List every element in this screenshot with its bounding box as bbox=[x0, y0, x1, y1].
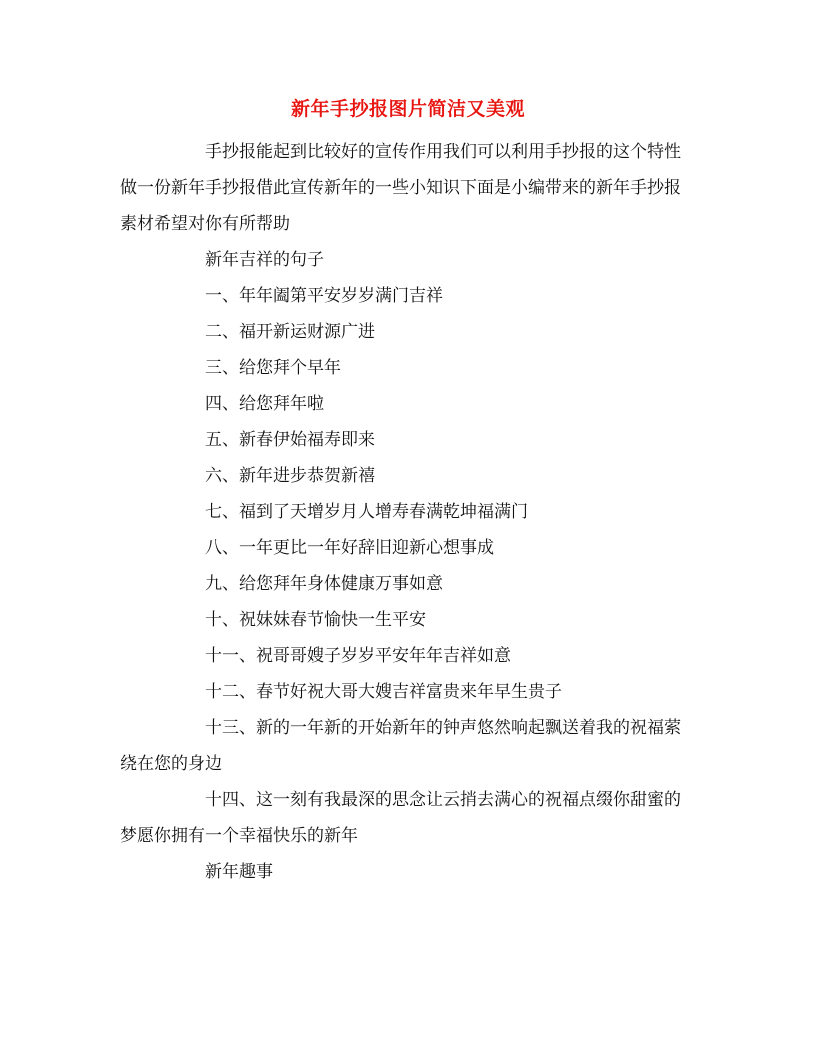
greeting-item: 十一、祝哥哥嫂子岁岁平安年年吉祥如意 bbox=[205, 646, 511, 666]
section-heading-fun-stories: 新年趣事 bbox=[205, 862, 273, 882]
greeting-item: 三、给您拜个早年 bbox=[205, 358, 341, 378]
greeting-item: 十四、这一刻有我最深的思念让云捎去满心的祝福点缀你甜蜜的梦愿你拥有一个幸福快乐的新年 bbox=[120, 790, 681, 846]
greeting-item: 二、福开新运财源广进 bbox=[205, 322, 375, 342]
greeting-item: 十二、春节好祝大哥大嫂吉祥富贵来年早生贵子 bbox=[205, 682, 562, 702]
document-body bbox=[120, 134, 695, 890]
greeting-item: 十三、新的一年新的开始新年的钟声悠然响起飘送着我的祝福萦绕在您的身边 bbox=[120, 718, 681, 774]
greeting-item: 五、新春伊始福寿即来 bbox=[205, 430, 375, 450]
greeting-item: 六、新年进步恭贺新禧 bbox=[205, 466, 375, 486]
greeting-item: 七、福到了天增岁月人增寿春满乾坤福满门 bbox=[205, 502, 528, 522]
greeting-item: 四、给您拜年啦 bbox=[205, 394, 324, 414]
intro-paragraph: 手抄报能起到比较好的宣传作用我们可以利用手抄报的这个特性做一份新年手抄报借此宣传新年的一些小知识下面是小编带来的新年手抄报素材希望对你有所帮助 bbox=[120, 142, 681, 234]
greeting-item: 一、年年阖第平安岁岁满门吉祥 bbox=[205, 286, 443, 306]
greeting-item: 九、给您拜年身体健康万事如意 bbox=[205, 574, 443, 594]
document-title: 新年手抄报图片简洁又美观 bbox=[290, 98, 525, 120]
greeting-item: 十、祝妹妹春节愉快一生平安 bbox=[205, 610, 426, 630]
section-heading-greetings: 新年吉祥的句子 bbox=[205, 250, 324, 270]
greeting-item: 八、一年更比一年好辞旧迎新心想事成 bbox=[205, 538, 494, 558]
